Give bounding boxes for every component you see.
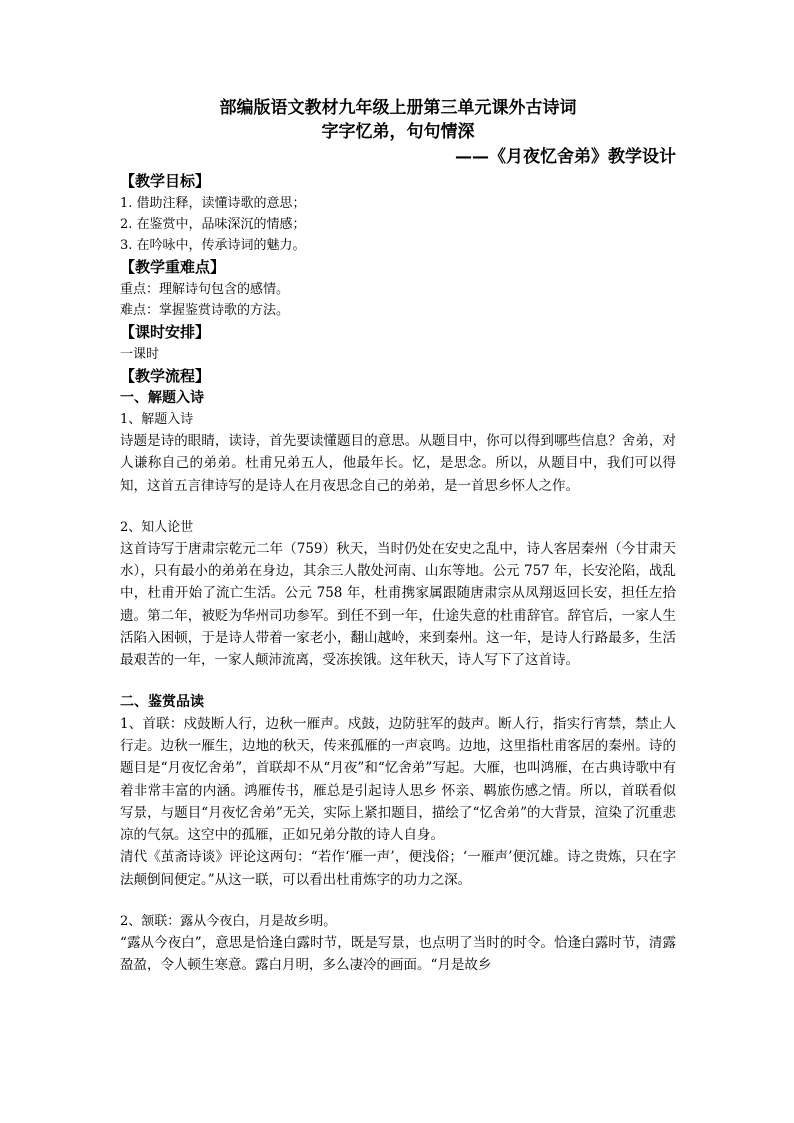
focus-key-point: 重点：理解诗句包含的感情。 — [120, 282, 290, 297]
objective-item-1: 1. 借助注释，读懂诗歌的意思； — [120, 196, 306, 211]
part2-section1-text: 1、首联：戍鼓断人行，边秋一雁声。戍鼓，边防驻军的鼓声。断人行，指实行宵禁，禁止人行走。边秋一雁生，边地的秋天，传来孤雁的一声哀鸣。边地，这里指杜甫客居的秦州。诗的题目是“月夜忆舍弟”，首联却不从“月夜”和“忆舍弟”写起。大雁，也叫鸿雁，在古典诗歌中有着非常丰富的内涵。鸿雁传书，雁总是引起诗人思乡 怀亲、羁旅伤感之情。所以，首联看似写景，与题目“月夜忆舍弟”无关，实际上紧扣题目，描绘了“忆舍弟”的大背景，渲染了沉重悲凉的气氛。这空中的孤雁，正如兄弟分散的诗人自身。 — [120, 715, 676, 844]
document-page — [120, 96, 676, 977]
document-byline: ——《月夜忆舍弟》教学设计 — [455, 147, 676, 167]
process-heading: 【教学流程】 — [120, 367, 211, 385]
part1-section1-text: 诗题是诗的眼睛，读诗，首先要读懂题目的意思。从题目中，你可以得到哪些信息？舍弟，对人谦称自己的弟弟。杜甫兄弟五人，他最年长。忆，是思念。所以，从题目中，我们可以得知，这首五言律诗写的是诗人在月夜思念自己的弟弟，是一首思乡怀人之作。 — [120, 433, 676, 494]
focus-heading: 【教学重难点】 — [120, 258, 226, 276]
objectives-heading: 【教学目标】 — [120, 172, 211, 190]
part1-heading: 一、解题入诗 — [120, 390, 204, 406]
objective-item-3: 3. 在吟咏中，传承诗词的魅力。 — [120, 238, 306, 253]
focus-difficulty: 难点：掌握鉴赏诗歌的方法。 — [120, 303, 290, 318]
objective-item-2: 2. 在鉴赏中，品味深沉的情感； — [120, 217, 306, 232]
part2-heading: 二、鉴赏品读 — [120, 693, 204, 710]
part1-section2-text: 这首诗写于唐肃宗乾元二年（759）秋天，当时仍处在安史之乱中，诗人客居秦州（今甘肃天水），只有最小的弟弟在身边，其余三人散处河南、山东等地。公元 757 年，长安沦陷，战乱中，杜甫开始了流亡生活。公元 758 年，杜甫携家属跟随唐肃宗从凤翔返回长安，担任左拾遗。第二年，被贬为华州司功参军。到任不到一年，仕途失意的杜甫辞官。辞官后，一家人生活陷入困顿，于是诗人带着一家老小，翻山越岭，来到秦州。这一年，是诗人行路最多，生活最艰苦的一年，一家人颠沛流离，受冻挨饿。这年秋天，诗人写下了这首诗。 — [120, 540, 676, 669]
part2-section2-text: “露从今夜白”，意思是恰逢白露时节，既是写景，也点明了当时的时令。恰逢白露时节，清露盈盈，令人顿生寒意。露白月明，多么凄冷的画面。“月是故乡 — [120, 935, 676, 974]
part2-section2-title: 2、颔联：露从今夜白，月是故乡明。 — [120, 914, 337, 930]
schedule-heading: 【课时安排】 — [120, 323, 211, 341]
part1-section2-title: 2、知人论世 — [120, 519, 194, 535]
document-subtitle: 字字忆弟，句句情深 — [321, 122, 475, 142]
part2-section1-quote: 清代《茧斋诗谈》评论这两句：“若作‘雁一声’，便浅俗；‘一雁声’便沉雄。诗之贵炼，只在字法颠倒间便定。”从这一联，可以看出杜甫炼字的功力之深。 — [120, 849, 676, 888]
document-title: 部编版语文教材九年级上册第三单元课外古诗词 — [219, 98, 577, 118]
schedule-text: 一课时 — [120, 347, 160, 362]
part1-section1-title: 1、解题入诗 — [120, 412, 194, 427]
